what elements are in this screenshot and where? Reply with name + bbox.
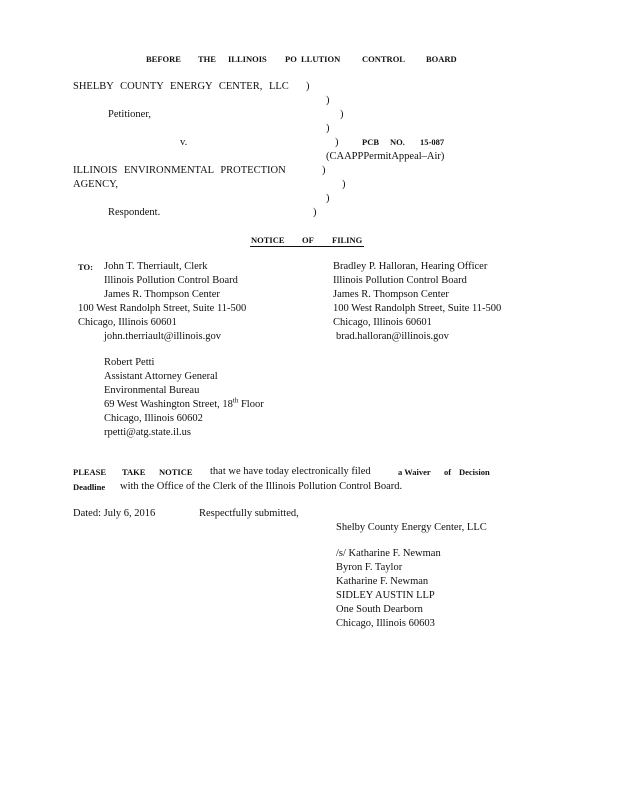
case-no-value: 15-087: [420, 137, 445, 147]
word-decision: Decision: [459, 467, 490, 477]
recipient-name: Robert Petti: [104, 357, 155, 368]
recipient-building: James R. Thompson Center: [333, 289, 449, 300]
notice-middle-text: that we have today electronically filed: [210, 466, 371, 477]
recipient-org: Illinois Pollution Control Board: [104, 275, 238, 286]
versus: v.: [180, 137, 188, 148]
respectfully-submitted: Respectfully submitted,: [199, 508, 299, 519]
word-a-waiver: a Waiver: [398, 467, 431, 477]
firm-name: SIDLEY AUSTIN LLP: [336, 590, 435, 601]
attorney-name: Katharine F. Newman: [336, 576, 429, 587]
caption-paren: ): [326, 193, 330, 204]
title-word-notice: NOTICE: [251, 235, 285, 245]
recipient-bureau: Environmental Bureau: [104, 385, 200, 396]
case-type: (CAAPPPermitAppeal–Air): [326, 151, 445, 162]
word-of: of: [444, 467, 452, 477]
recipient-street: 100 West Randolph Street, Suite 11-500: [78, 303, 247, 314]
firm-address: One South Dearborn: [336, 604, 423, 615]
caption-paren: ): [313, 207, 317, 218]
respondent-label: Respondent.: [108, 207, 161, 218]
recipient-city: Chicago, Illinois 60602: [104, 413, 203, 424]
heading-word-before: BEFORE: [146, 54, 181, 64]
recipient-email: brad.halloran@illinois.gov: [336, 331, 449, 342]
to-label: TO:: [78, 262, 93, 272]
heading-word-the: THE: [198, 54, 216, 64]
word-deadline: Deadline: [73, 482, 106, 492]
petitioner-label: Petitioner,: [108, 109, 152, 120]
recipient-building: James R. Thompson Center: [104, 289, 220, 300]
party-name: Shelby County Energy Center, LLC: [336, 522, 487, 533]
caption-paren: ): [322, 165, 326, 176]
respondent-name-line1: ILLINOIS ENVIRONMENTAL PROTECTION: [73, 165, 286, 176]
caption-paren: ): [326, 123, 330, 134]
recipient-name: John T. Therriault, Clerk: [104, 261, 208, 272]
signature-line: /s/ Katharine F. Newman: [336, 548, 441, 559]
title-word-of: OF: [302, 235, 314, 245]
heading-word-board: BOARD: [426, 54, 457, 64]
caption-paren: ): [326, 95, 330, 106]
recipient-org: Illinois Pollution Control Board: [333, 275, 467, 286]
case-pcb: PCB: [362, 137, 379, 147]
recipient-street: 100 West Randolph Street, Suite 11-500: [333, 303, 502, 314]
recipient-city: Chicago, Illinois 60601: [333, 317, 432, 328]
street-main: 69 West Washington Street, 18: [104, 399, 233, 410]
caption-paren: ): [335, 137, 339, 148]
caption-paren: ): [342, 179, 346, 190]
caption-paren: ): [340, 109, 344, 120]
recipient-city: Chicago, Illinois 60601: [78, 317, 177, 328]
recipient-email: rpetti@atg.state.il.us: [104, 427, 191, 438]
street-floor: Floor: [238, 399, 264, 410]
recipient-name: Bradley P. Halloran, Hearing Officer: [333, 261, 488, 272]
dated-line: Dated: July 6, 2016: [73, 508, 156, 519]
attorney-name: Byron F. Taylor: [336, 562, 403, 573]
word-please: PLEASE: [73, 467, 107, 477]
title-word-filing: FILING: [332, 235, 363, 245]
firm-city: Chicago, Illinois 60603: [336, 618, 435, 629]
recipient-title: Assistant Attorney General: [104, 371, 218, 382]
word-take: TAKE: [122, 467, 146, 477]
heading-word-llution: LLUTION: [301, 54, 341, 64]
street-ordinal: th: [232, 396, 239, 405]
heading-word-po: PO: [285, 54, 297, 64]
case-no-label: NO.: [390, 137, 405, 147]
heading-word-illinois: ILLINOIS: [228, 54, 267, 64]
respondent-name-line2: AGENCY,: [73, 179, 119, 190]
notice-rest-text: with the Office of the Clerk of the Illinois Pollution Control Board.: [120, 481, 403, 492]
word-notice: NOTICE: [159, 467, 193, 477]
recipient-email: john.therriault@illinois.gov: [104, 331, 221, 342]
heading-word-control: CONTROL: [362, 54, 405, 64]
recipient-street: [104, 398, 264, 411]
petitioner-name: SHELBY COUNTY ENERGY CENTER, LLC: [73, 81, 289, 92]
caption-paren: ): [306, 81, 310, 92]
